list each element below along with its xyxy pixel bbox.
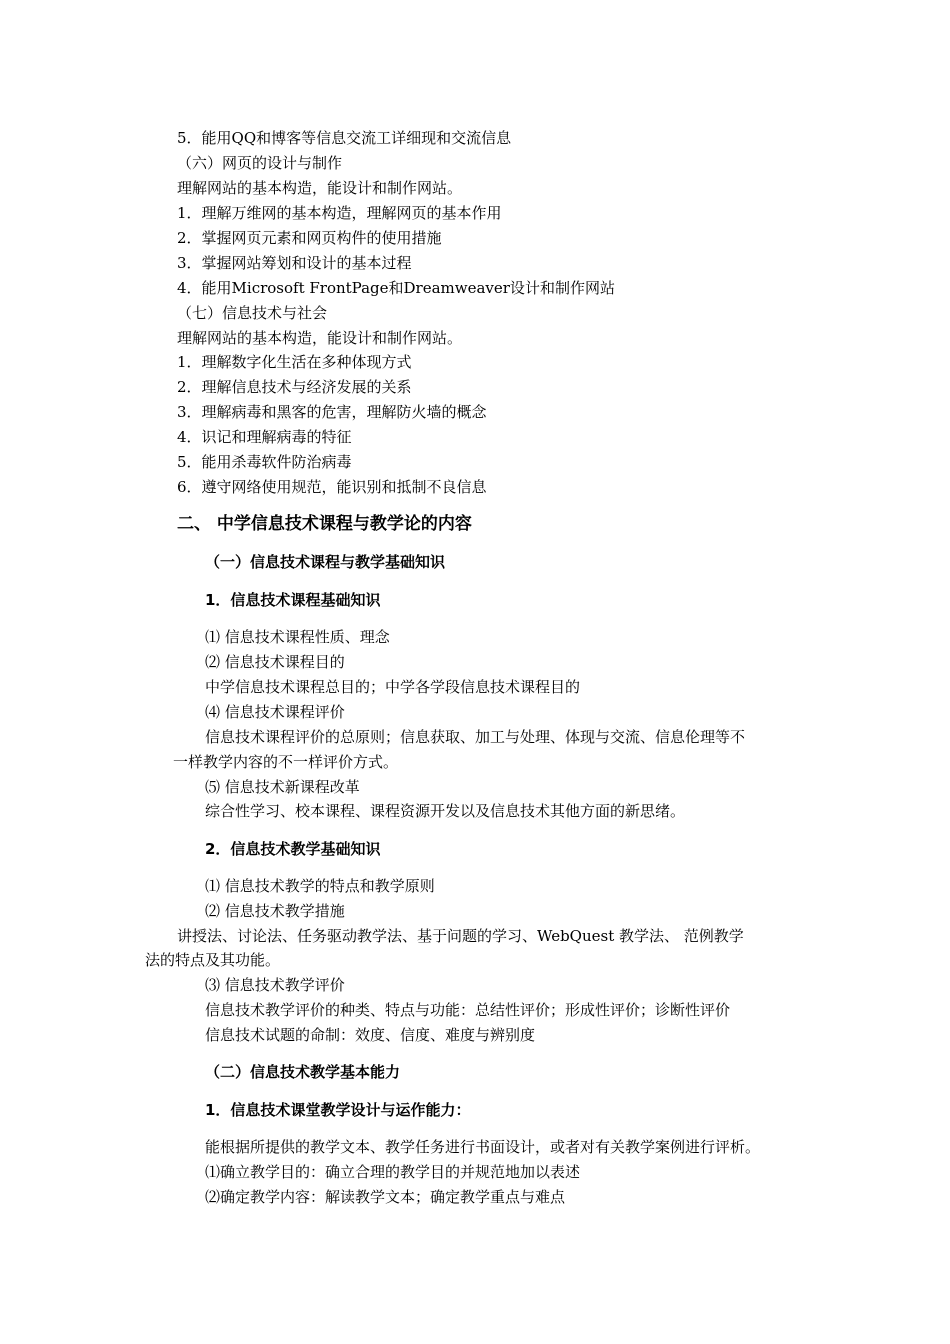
list-item: 1．理解万维网的基本构造，理解网页的基本作用 <box>177 204 502 222</box>
list-item: 5．能用QQ和博客等信息交流工详细现和交流信息 <box>177 129 512 147</box>
list-item: ⑶ 信息技术教学评价 <box>205 976 345 994</box>
paragraph: 理解网站的基本构造，能设计和制作网站。 <box>177 179 463 197</box>
list-item: ⑵ 信息技术教学措施 <box>205 902 345 920</box>
subsection-heading: 1．信息技术课程基础知识 <box>205 591 381 609</box>
paragraph: 信息技术试题的命制：效度、信度、难度与辨别度 <box>205 1026 536 1044</box>
list-item: 4．能用Microsoft FrontPage和Dreamweaver设计和制作网站 <box>177 279 615 297</box>
list-item: 5．能用杀毒软件防治病毒 <box>177 453 352 471</box>
list-item: ⑵确定教学内容：解读教学文本；确定教学重点与难点 <box>205 1188 566 1206</box>
section-heading: （二）信息技术教学基本能力 <box>205 1063 401 1081</box>
list-item: ⑸ 信息技术新课程改革 <box>205 778 360 796</box>
section-heading: （六）网页的设计与制作 <box>177 154 343 172</box>
chapter-heading: 二、 中学信息技术课程与教学论的内容 <box>177 514 472 534</box>
list-item: 2．掌握网页元素和网页构件的使用措施 <box>177 229 442 247</box>
paragraph: 中学信息技术课程总目的；中学各学段信息技术课程目的 <box>205 678 581 696</box>
list-item: ⑴ 信息技术教学的特点和教学原则 <box>205 877 435 895</box>
paragraph: 信息技术教学评价的种类、特点与功能：总结性评价；形成性评价；诊断性评价 <box>205 1001 731 1019</box>
subsection-heading: 1．信息技术课堂教学设计与运作能力： <box>205 1101 471 1119</box>
list-item: 3．理解病毒和黑客的危害，理解防火墙的概念 <box>177 403 487 421</box>
list-item: 4．识记和理解病毒的特征 <box>177 428 352 446</box>
section-heading: （七）信息技术与社会 <box>177 304 328 322</box>
list-item: ⑷ 信息技术课程评价 <box>205 703 345 721</box>
list-item: 6．遵守网络使用规范，能识别和抵制不良信息 <box>177 478 487 496</box>
list-item: ⑵ 信息技术课程目的 <box>205 653 345 671</box>
paragraph: 理解网站的基本构造，能设计和制作网站。 <box>177 329 463 347</box>
subsection-heading: 2．信息技术教学基础知识 <box>205 840 381 858</box>
paragraph: 综合性学习、校本课程、课程资源开发以及信息技术其他方面的新思绪。 <box>205 802 686 820</box>
list-item: ⑴确立教学目的：确立合理的教学目的并规范地加以表述 <box>205 1163 581 1181</box>
paragraph: 能根据所提供的教学文本、教学任务进行书面设计，或者对有关教学案例进行评析。 <box>205 1138 761 1156</box>
list-item: 1．理解数字化生活在多种体现方式 <box>177 353 412 371</box>
paragraph: 法的特点及其功能。 <box>145 951 281 969</box>
section-heading: （一）信息技术课程与教学基础知识 <box>205 553 446 571</box>
paragraph: 信息技术课程评价的总原则；信息获取、加工与处理、体现与交流、信息伦理等不 <box>205 728 746 746</box>
paragraph: 一样教学内容的不一样评价方式。 <box>173 753 399 771</box>
paragraph: 讲授法、讨论法、任务驱动教学法、基于问题的学习、WebQuest 教学法、 范例教学 <box>177 927 744 945</box>
list-item: 3．掌握网站筹划和设计的基本过程 <box>177 254 412 272</box>
list-item: ⑴ 信息技术课程性质、理念 <box>205 628 390 646</box>
list-item: 2．理解信息技术与经济发展的关系 <box>177 378 412 396</box>
